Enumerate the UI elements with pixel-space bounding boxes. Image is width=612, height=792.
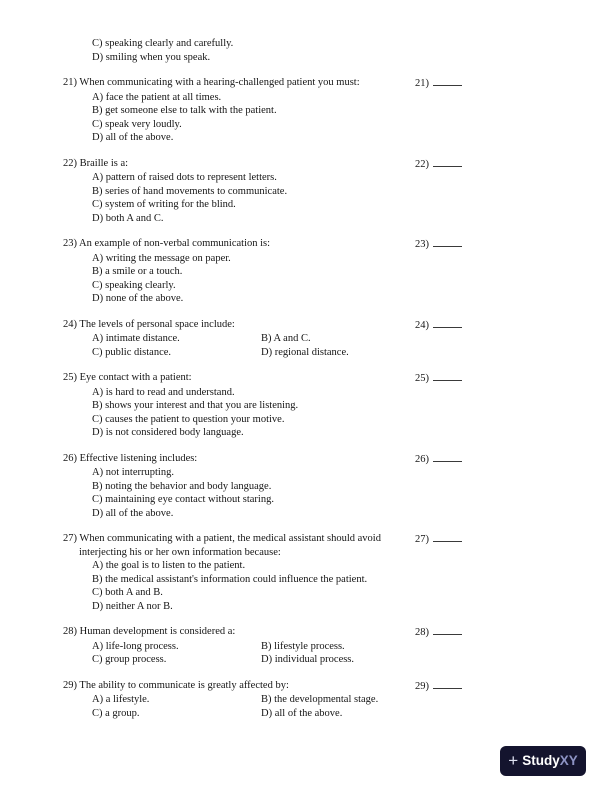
answer-line <box>433 76 462 86</box>
option: C) a group. <box>92 707 140 719</box>
option: C) speak very loudly. <box>92 118 182 130</box>
option: C) speaking clearly. <box>92 279 176 291</box>
option: D) is not considered body language. <box>92 427 244 438</box>
option: B) noting the behavior and body language. <box>92 480 272 492</box>
fragment-options <box>63 37 462 64</box>
question-block <box>63 452 462 521</box>
question-text: 28) Human development is considered a: <box>63 626 236 637</box>
answer-blank <box>415 625 462 640</box>
question-text: 29) The ability to communicate is greatly affected by: <box>63 679 289 691</box>
answer-number: 23) <box>415 239 429 250</box>
answer-line <box>433 157 462 167</box>
answer-blank <box>415 237 462 252</box>
question-block <box>63 237 462 306</box>
option: A) pattern of raised dots to represent letters. <box>92 172 277 183</box>
option: B) series of hand movements to communicate. <box>92 185 288 197</box>
answer-line <box>433 318 462 328</box>
option: A) the goal is to listen to the patient. <box>92 560 246 571</box>
answer-number: 22) <box>415 158 429 170</box>
option: B) lifestyle process. <box>261 640 345 652</box>
question-block <box>63 157 462 226</box>
option: D) both A and C. <box>92 212 164 224</box>
answer-number: 21) <box>415 78 429 89</box>
answer-number: 28) <box>415 627 429 638</box>
option: A) face the patient at all times. <box>92 91 222 103</box>
option: D) all of the above. <box>92 507 174 519</box>
question-block <box>63 318 462 360</box>
answer-blank <box>415 532 462 547</box>
answer-line <box>433 237 462 247</box>
answer-blank <box>415 157 462 172</box>
studyxy-logo <box>500 746 586 776</box>
option: D) neither A nor B. <box>92 600 173 612</box>
option: D) all of the above. <box>261 707 343 719</box>
option: D) all of the above. <box>92 132 174 143</box>
question-text: 22) Braille is a: <box>63 157 129 169</box>
question-text: 21) When communicating with a hearing-challenged patient you must: <box>63 77 360 88</box>
option: D) individual process. <box>261 654 355 665</box>
answer-number: 24) <box>415 319 429 331</box>
answer-blank <box>415 371 462 386</box>
answer-number: 27) <box>415 534 429 545</box>
option: C) both A and B. <box>92 587 163 598</box>
answer-line <box>433 625 462 635</box>
option: B) the medical assistant's information could influence the patient. <box>92 573 368 585</box>
answer-blank <box>415 452 462 467</box>
option: C) public distance. <box>92 346 172 358</box>
option: C) system of writing for the blind. <box>92 199 236 210</box>
plus-icon: + <box>508 750 519 770</box>
option: A) is hard to read and understand. <box>92 386 235 398</box>
questions <box>63 76 462 720</box>
answer-line <box>433 452 462 462</box>
option: A) writing the message on paper. <box>92 252 231 264</box>
option: A) a lifestyle. <box>92 694 150 705</box>
question-text: 27) When communicating with a patient, the medical assistant should avoid interjecting his or her own information because: <box>63 533 381 558</box>
answer-number: 26) <box>415 453 429 465</box>
option: C) group process. <box>92 654 167 665</box>
option: D) regional distance. <box>261 346 349 358</box>
question-block <box>63 625 462 667</box>
answer-number: 25) <box>415 373 429 384</box>
answer-line <box>433 679 462 689</box>
question-block <box>63 371 462 440</box>
option: A) intimate distance. <box>92 333 180 344</box>
question-block <box>63 679 462 721</box>
question-text: 26) Effective listening includes: <box>63 452 198 464</box>
question-text: 24) The levels of personal space include: <box>63 318 235 330</box>
option: B) a smile or a touch. <box>92 266 183 277</box>
option: D) none of the above. <box>92 293 184 304</box>
answer-number: 29) <box>415 680 429 692</box>
option: C) maintaining eye contact without staring. <box>92 494 274 505</box>
answer-blank <box>415 679 462 694</box>
brand-text-primary: Study <box>522 753 560 769</box>
brand-text-secondary: XY <box>559 753 578 769</box>
option: B) A and C. <box>261 333 311 344</box>
answer-line <box>433 532 462 542</box>
question-block <box>63 532 462 613</box>
question-block <box>63 76 462 145</box>
answer-blank <box>415 76 462 91</box>
question-text: 23) An example of non-verbal communication is: <box>63 238 271 249</box>
option: B) get someone else to talk with the patient. <box>92 105 277 116</box>
option: A) life-long process. <box>92 640 179 652</box>
question-text: 25) Eye contact with a patient: <box>63 372 192 383</box>
option: C) causes the patient to question your motive. <box>92 413 285 425</box>
answer-blank <box>415 318 462 333</box>
answer-line <box>433 371 462 381</box>
option: C) speaking clearly and carefully. <box>92 38 234 49</box>
option: A) not interrupting. <box>92 467 174 478</box>
option: B) the developmental stage. <box>261 694 379 705</box>
option: D) smiling when you speak. <box>92 51 211 63</box>
option: B) shows your interest and that you are listening. <box>92 400 299 411</box>
